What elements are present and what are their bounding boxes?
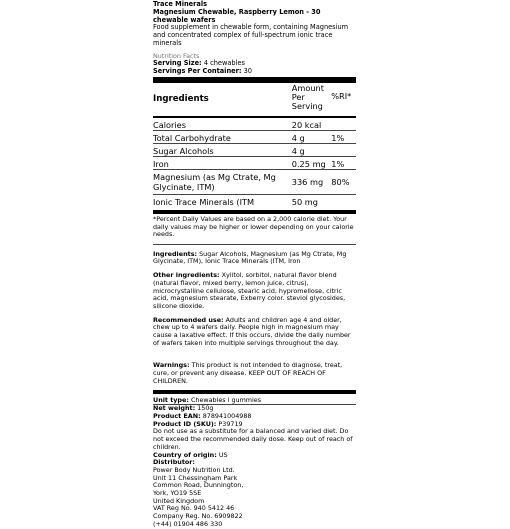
recommended-use-text: Adults and children age 4 and older, chew up to 4 wafers daily. People high in magnesium may cause a laxative effect. If this occurs, divide the daily number of wafers taken into multiple servings throughout the day. — [153, 315, 351, 347]
distributor-line: York, YO19 5SE — [153, 489, 202, 498]
origin-value: US — [218, 450, 228, 459]
ingredients-label: Ingredients: — [153, 249, 198, 258]
brand-name: Trace Minerals — [153, 0, 208, 8]
info-top-divider — [153, 390, 356, 394]
sku-value: P39719 — [218, 419, 243, 428]
distributor-line: VAT Reg No. 940 5412 46 — [153, 504, 235, 513]
ingredients-text: Sugar Alcohols, Magnesium (as Mg Ctrate, Mg Glycinate, ITM), Ionic Trace Minerals (ITM, Iron — [153, 249, 347, 266]
distributor-label: Distributor: — [153, 458, 195, 467]
distributor-line: Power Body Nutrition Ltd. — [153, 465, 235, 474]
row-ri — [331, 195, 356, 207]
other-ingredients-label: Other ingredients: — [153, 271, 220, 280]
servings-per-container-label: Servings Per Container: — [153, 67, 242, 76]
nutrition-facts-title: Nutrition Facts — [153, 51, 200, 60]
table-row — [153, 195, 356, 207]
table-row — [153, 118, 356, 130]
unit-type-value: Chewables i gummies — [190, 395, 262, 404]
recommended-use-label: Recommended use: — [153, 315, 224, 324]
nutrition-table — [153, 83, 356, 207]
ean-value: 878941004988 — [202, 412, 252, 420]
recommended-use-section — [153, 317, 356, 348]
row-name: Total Carbohydrate — [153, 132, 231, 143]
other-ingredients-text: Xylitol, sorbitol, natural flavor blend (natural flavor, mixed berry, lemon juice, citrus), microcrystalline cellulose, stearic acid, hypromellose, citric acid, magnesium stearate, Exberry color. steviol glycosides, silicone dioxide. — [153, 271, 346, 310]
warnings-text: This product is not intended to diagnose, treat, cure, or prevent any disease. KEEP OUT OF REACH OF CHILDREN. — [153, 361, 343, 385]
ri-column-header: %RI* — [331, 91, 352, 102]
supplement-label-panel — [153, 1, 356, 529]
row-ri — [331, 118, 356, 130]
unit-type — [153, 397, 356, 405]
amount-header-line2: Per — [291, 92, 305, 103]
ean-label: Product EAN: — [153, 412, 201, 420]
product-intro: Food supplement in chewable form, containing Magnesium and concentrated complex of full-spectrum ionic trace minerals — [153, 23, 349, 47]
net-weight-value: 150g — [197, 404, 214, 413]
table-row — [153, 131, 356, 143]
distributor-line: United Kingdom — [153, 496, 205, 505]
table-bottom-divider — [153, 210, 356, 214]
row-name: Sugar Alcohols — [153, 145, 214, 156]
distributor-line: Common Road, Dunnington, — [153, 481, 244, 490]
disclaimer-text: Do not use as a substitute for a balanced and varied diet. Do not exceed the recommended daily dose. Keep out of reach of children. — [153, 427, 353, 451]
origin-label: Country of origin: — [153, 450, 217, 459]
row-name: Magnesium (as Mg Ctrate, Mg Glycinate, ITM) — [153, 171, 276, 192]
ingredients-column-header: Ingredients — [153, 94, 209, 105]
warnings-section — [153, 362, 356, 385]
row-amount: 0.25 mg — [291, 158, 326, 169]
row-name: Calories — [153, 119, 186, 130]
row-ri: 80% — [331, 176, 350, 187]
row-amount: 336 mg — [291, 176, 324, 187]
amount-header-line1: Amount — [291, 82, 324, 93]
product-header — [153, 1, 356, 48]
daily-values-footnote: *Percent Daily Values are based on a 2,000 calorie diet. Your daily values may be higher or lower depending on your calorie needs. — [153, 214, 354, 239]
product-info-section — [153, 397, 356, 529]
row-amount: 4 g — [291, 132, 305, 143]
distributor-line: (+44) 01904 486 330 — [153, 519, 223, 528]
row-name: Ionic Trace Minerals (ITM — [153, 196, 255, 207]
net-weight-label: Net weight: — [153, 404, 196, 413]
servings-per-container-value: 30 — [243, 67, 252, 76]
nutrition-table-header — [153, 83, 356, 116]
section-divider — [153, 244, 356, 245]
row-ri: 1% — [331, 132, 345, 143]
ingredients-section — [153, 251, 356, 266]
product-title: Magnesium Chewable, Raspberry Lemon - 30 chewable wafers — [153, 7, 321, 24]
other-ingredients-section — [153, 272, 356, 311]
row-amount: 50 mg — [291, 196, 318, 207]
amount-header-line3: Serving — [291, 101, 323, 112]
distributor-line: Unit 11 Chessingham Park — [153, 473, 238, 482]
sku-label: Product ID (SKU): — [153, 419, 217, 428]
row-amount: 4 g — [291, 145, 305, 156]
warnings-label: Warnings: — [153, 361, 190, 370]
serving-size-value: 4 chewables — [203, 59, 245, 68]
table-row — [153, 144, 356, 156]
row-ri: 1% — [331, 158, 345, 169]
distributor-line: Company Reg. No. 6909822 — [153, 512, 243, 521]
amount-column-header — [292, 83, 332, 116]
table-row — [153, 170, 356, 194]
row-name: Iron — [153, 158, 169, 169]
row-ri — [331, 144, 356, 156]
unit-type-label: Unit type: — [153, 395, 189, 404]
servings-per-container — [153, 68, 356, 76]
table-row — [153, 157, 356, 169]
serving-size-label: Serving Size: — [153, 59, 202, 68]
row-amount: 20 kcal — [291, 119, 322, 130]
